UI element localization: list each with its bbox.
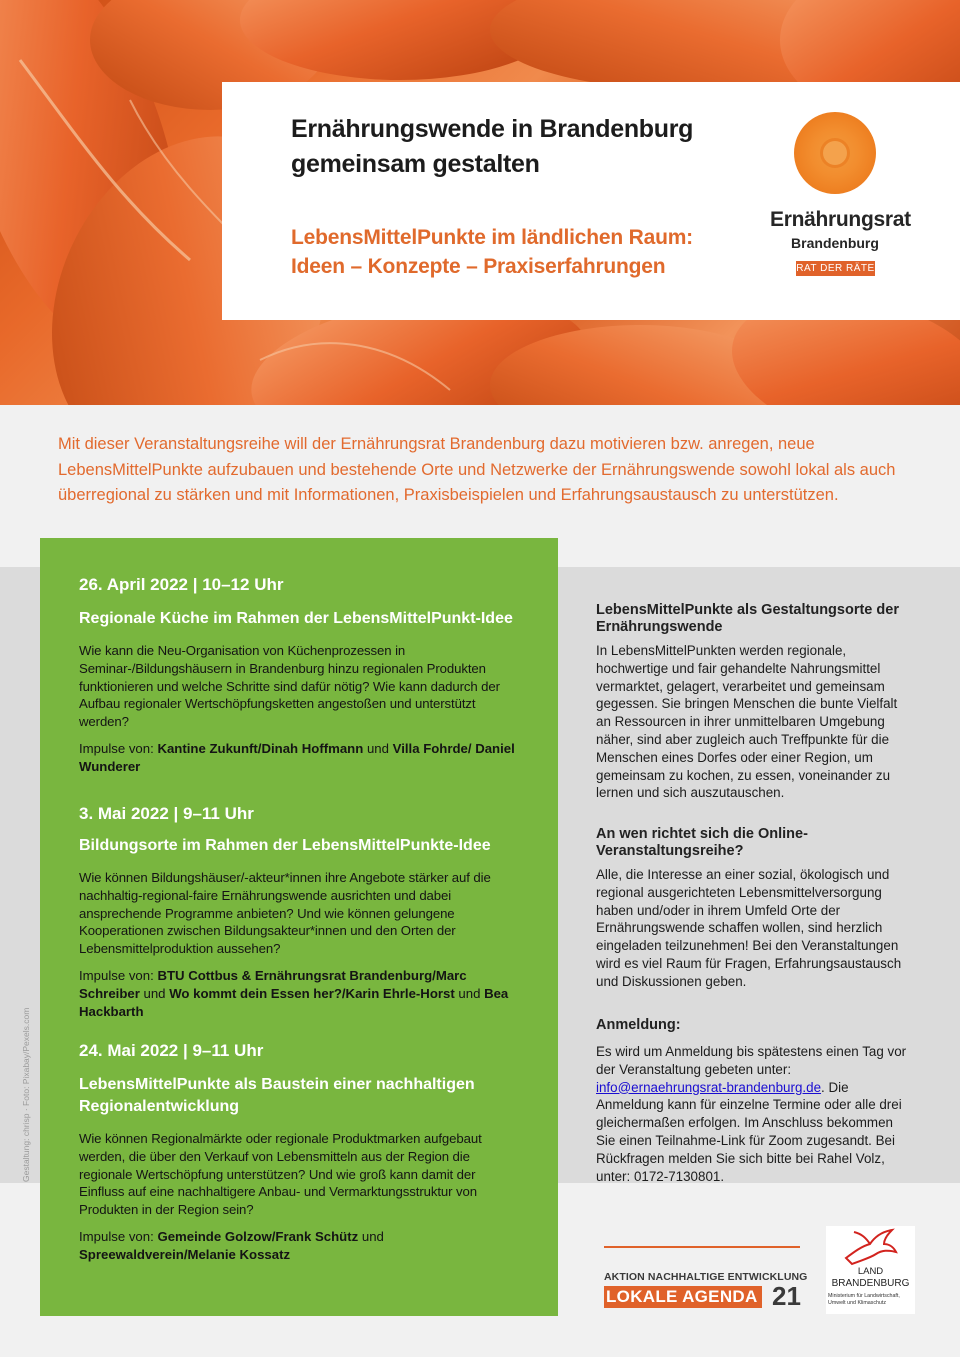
info-section-registration [596, 1017, 908, 1185]
event-3 [79, 1040, 519, 1264]
hero-carrot-image [0, 0, 960, 405]
carrot-slice-icon [794, 112, 876, 194]
event-title: Regionale Küche im Rahmen der LebensMittelPunkt-Idee [79, 610, 513, 627]
page-subtitle [291, 223, 751, 281]
ministry-label: Ministerium für Landwirtschaft, Umwelt und Klimaschutz [828, 1293, 900, 1306]
event-title: LebensMittelPunkte als Baustein einer nachhaltigen Regionalentwicklung [79, 1076, 475, 1115]
impulse-speaker: BTU Cottbus & Ernährungsrat Brandenburg/Marc Schreiber [79, 967, 467, 1001]
logo-tag: RAT DER RÄTE [796, 263, 875, 274]
ernaehrungsrat-logo [770, 112, 911, 282]
info-heading: Anmeldung: [596, 1017, 681, 1033]
logo-region: Brandenburg [791, 235, 879, 251]
title-line-2: gemeinsam gestalten [291, 150, 540, 178]
event-description: Wie können Bildungshäuser/-akteur*innen ihre Angebote stärker auf die nachhaltig-regional-faire Ernährungswende ausrichten und dabei ansprechende Programme anbieten? Und wie können gelungene Kooperationen zwischen Bildungsakteur*innen und den Orten der Lebensmittelproduktion aussehen? [79, 870, 491, 957]
info-section-audience [596, 826, 908, 991]
event-impulses [79, 1228, 519, 1264]
subtitle-line-2: Ideen – Konzepte – Praxiserfahrungen [291, 255, 666, 278]
impulse-separator: und [454, 985, 485, 1001]
photo-credit: Gestaltung: chrisp · Foto: Pixabay/Pexels.com [21, 1007, 31, 1182]
impulse-separator: und [358, 1228, 384, 1244]
events-panel [40, 538, 558, 1316]
event-1 [79, 574, 519, 776]
impulse-speaker: Villa Fohrde/ Daniel Wunderer [79, 740, 515, 774]
brandenburg-land-label: LAND [857, 1266, 884, 1277]
agenda-top-text: AKTION NACHHALTIGE ENTWICKLUNG [604, 1271, 808, 1283]
info-section-lebensmittelpunkte [596, 602, 908, 802]
impulse-prefix: Impulse von: [79, 967, 158, 983]
impulse-prefix: Impulse von: [79, 1228, 158, 1244]
event-description: Wie kann die Neu-Organisation von Küchenprozessen in Seminar-/Bildungshäusern in Brandenburg hinzu regionalen Produkten funktionieren und welche Schritte sind dafür nötig? Wie kann dadurch der Aufbau regionaler Wertschöpfungsketten angestoßen und unterstützt werden? [79, 643, 500, 730]
impulse-prefix: Impulse von: [79, 740, 158, 756]
event-title: Bildungsorte im Rahmen der LebensMittelPunkte-Idee [79, 837, 491, 854]
impulse-speaker: Spreewaldverein/Melanie Kossatz [79, 1246, 291, 1262]
brandenburg-name-label: BRANDENBURG [831, 1278, 910, 1289]
land-brandenburg-logo [826, 1226, 915, 1314]
registration-text-before: Es wird um Anmeldung bis spätestens einen Tag vor der Veranstaltung gebeten unter: [596, 1044, 907, 1077]
impulse-speaker: Wo kommt dein Essen her?/Karin Ehrle-Horst [169, 985, 455, 1001]
registration-text-after: . Die Anmeldung kann für einzelne Termine oder alle drei gleichermaßen erfolgen. Im Anschluss bekommen Sie einen Teilnahme-Link für Zoom zugesandt. Bei Rückfragen melden Sie sich bitte bei Rahel Volz, unter: 0172-7130801. [596, 1079, 902, 1184]
agenda-number: 21 [772, 1281, 801, 1311]
event-2 [79, 803, 519, 1020]
info-text: Alle, die Interesse an einer sozial, ökologisch und regional ausgerichteten Lebensmittelversorgung haben und/oder in ihrem Umfeld Orte der Ernährungswende schaffen wollen, sind herzlich eingeladen teilzunehmen! Bei den Veranstaltungen wird es viel Raum für Fragen, Erfahrungsaustausch und Diskussionen geben. [596, 867, 902, 989]
title-line-1: Ernährungswende in Brandenburg [291, 115, 694, 143]
red-eagle-icon [840, 1228, 900, 1266]
event-date: 26. April 2022 | 10–12 Uhr [79, 575, 284, 594]
event-impulses [79, 740, 519, 776]
impulse-speaker: Gemeinde Golzow/Frank Schütz [157, 1228, 359, 1244]
info-heading: LebensMittelPunkte als Gestaltungsorte der Ernährungswende [596, 602, 899, 635]
agenda-box-text: LOKALE AGENDA [604, 1286, 762, 1308]
agenda-divider [604, 1246, 800, 1248]
impulse-separator: und [139, 985, 170, 1001]
logo-name: Ernährungsrat [770, 208, 911, 231]
title-panel [222, 82, 960, 320]
event-impulses [79, 967, 519, 1020]
info-text: In LebensMittelPunkten werden regionale, hochwertige und fair gehandelte Nahrungsmittel vermarktet, gelagert, verarbeitet und gemeinsam gegessen. Sie bringen Menschen die bunte Vielfalt an Ressourcen in ihrer unmittelbaren Umgebung näher, sind aber zugleich auch Treffpunkte für die Menschen eines Dorfes oder einer Region, um gemeinsam zu kochen, zu essen, voneinander zu lernen und sich auszutauschen. [596, 643, 898, 801]
event-description: Wie können Regionalmärkte oder regionale Produktmarken aufgebaut werden, die über den Verkauf von Lebensmitteln aus der Region die regionale Wertschöpfung unterstützen? Und wie groß kann damit der Einfluss auf eine nachhaltigere Anbau- und Vermarktungsstruktur von Produkten in der Region sein? [79, 1131, 482, 1218]
intro-text: Mit dieser Veranstaltungsreihe will der Ernährungsrat Brandenburg dazu motivieren bzw. anregen, neue LebensMittelPunkte aufzubauen und bestehende Orte und Netzwerke der Ernährungswende sowohl lokal als auch überregional zu stärken und mit Informationen, Praxisbeispielen und Erfahrungsaustausch zu unterstützen. [58, 435, 896, 504]
page-title [291, 112, 751, 182]
event-date: 3. Mai 2022 | 9–11 Uhr [79, 804, 254, 823]
info-heading: An wen richtet sich die Online-Veranstaltungsreihe? [596, 826, 808, 859]
impulse-speaker: Kantine Zukunft/Dinah Hoffmann [157, 740, 364, 756]
event-date: 24. Mai 2022 | 9–11 Uhr [79, 1041, 264, 1060]
registration-email-link[interactable]: info@ernaehrungsrat-brandenburg.de [596, 1079, 822, 1095]
impulse-speaker: Bea Hackbarth [79, 985, 509, 1019]
subtitle-line-1: LebensMittelPunkte im ländlichen Raum: [291, 226, 693, 249]
impulse-separator: und [363, 740, 393, 756]
info-text [596, 1043, 908, 1185]
